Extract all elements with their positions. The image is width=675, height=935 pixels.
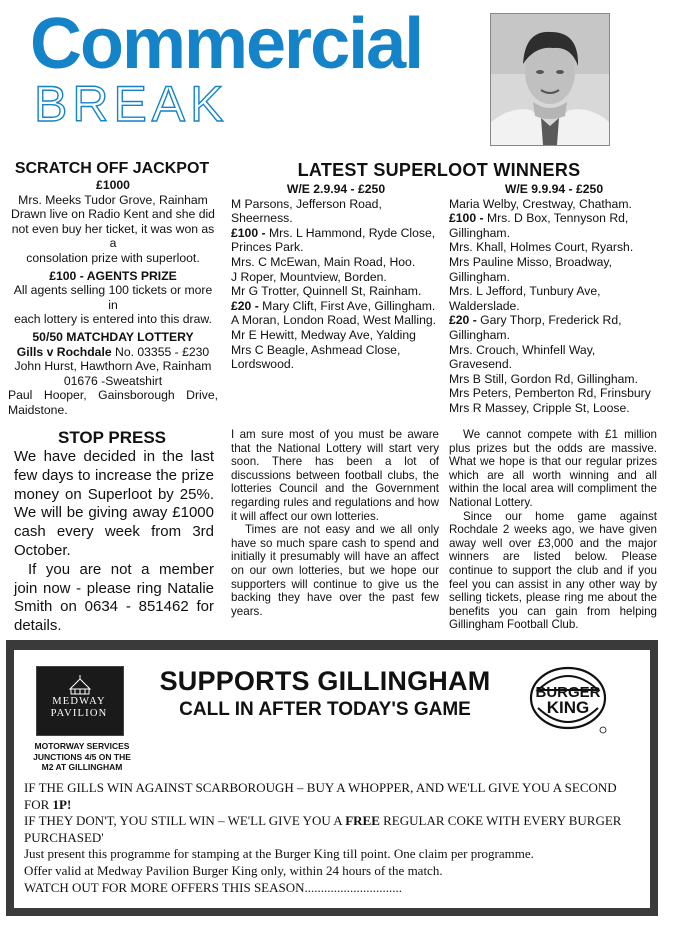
offer-win (24, 780, 644, 813)
winner-text: Mrs. L Hammond, Ryde Close, Princes Park. (231, 225, 436, 255)
scratch-line: not even buy her ticket, it was won as a (11, 221, 215, 251)
winner-entry (449, 401, 659, 416)
winner-entry (449, 284, 659, 313)
offer-free: FREE (345, 813, 380, 829)
article-paragraph: I am sure most of you must be aware that the National Lottery will start very soon. There has been a lot of discussions between football clubs, the lotteries Council and the Government regarding rules and regulations and how it will affect our own lotteries. (231, 428, 439, 523)
winner-entry (449, 255, 659, 284)
offer-price: 1P! (52, 796, 72, 812)
stop-press-paragraph: If you are not a member join now - please ring Natalie Smith on 0634 - 851462 for details. (14, 560, 214, 635)
winner-text: Mrs. C McEwan, Main Road, Hoo. (231, 254, 416, 269)
week2-winners-list (449, 197, 659, 416)
winner-entry (449, 240, 659, 255)
winner-text: Mrs. L Jefford, Tunbury Ave, Walderslade. (449, 284, 601, 313)
offer-lose (24, 813, 644, 846)
superloot-week2 (449, 182, 659, 416)
matchday-heading: 50/50 MATCHDAY LOTTERY (32, 329, 194, 344)
portrait-photo (490, 13, 610, 146)
week1-heading: W/E 2.9.94 - £250 (286, 182, 386, 196)
prize-amount: £100 - (449, 211, 487, 226)
matchday-line: John Hurst, Hawthorn Ave, Rainham (14, 359, 212, 374)
winner-entry (449, 313, 659, 342)
winner-entry (231, 343, 441, 372)
prize-amount: £100 - (231, 225, 269, 240)
winner-entry (231, 313, 441, 328)
superloot-week1 (231, 182, 441, 372)
stop-press-text (14, 448, 214, 636)
winner-entry (231, 197, 441, 226)
matchday-prize: No. 03355 - £230 (111, 344, 210, 359)
offer-instructions: Just present this programme for stamping at the Burger King till point. One claim per programme. (24, 846, 534, 862)
winner-text: J Roper, Mountview, Borden. (231, 269, 387, 284)
week1-winners-list (231, 197, 441, 372)
winner-entry (231, 226, 441, 255)
winner-entry (449, 343, 659, 372)
prize-amount: £20 - (449, 313, 481, 328)
lottery-article-col3 (449, 428, 657, 632)
winner-text: Mrs. Crouch, Whinfell Way, Gravesend. (449, 342, 596, 372)
medway-info-line: MOTORWAY SERVICES (34, 741, 130, 751)
superloot-heading: LATEST SUPERLOOT WINNERS (297, 160, 581, 180)
paul-line: Paul Hooper, Gainsborough Drive, (8, 388, 218, 403)
page-title: Commercial (30, 4, 423, 84)
bk-logo-text: BURGER (535, 684, 601, 701)
pavilion-icon (37, 667, 123, 697)
article-paragraph: Times are not easy and we all only have so much spare cash to spend and initially it presumably will have an affect on our own lotteries, but we hope our supporters will continue to give us the backing they have over the past few years. (231, 523, 439, 618)
winner-entry (449, 211, 659, 240)
paul-line: Maidstone. (8, 402, 68, 417)
stop-press-paragraph: We have decided in the last few days to increase the prize money on Superloot by 25%. We will be giving away £1000 cash every week from 3rd October. (14, 448, 214, 559)
bk-logo-text: KING (546, 698, 590, 717)
medway-info (26, 741, 138, 773)
agents-line: each lottery is entered into this draw. (14, 312, 212, 327)
winner-entry (231, 284, 441, 299)
agents-line: All agents selling 100 tickets or more in (13, 283, 213, 312)
winner-text: Mrs Peters, Pemberton Rd, Frinsbury (449, 386, 651, 401)
logo-text: MEDWAY (52, 696, 106, 707)
prize-amount: £20 - (231, 298, 263, 313)
winner-text: A Moran, London Road, West Malling. (231, 313, 437, 328)
article-paragraph: We cannot compete with £1 million plus prizes but the odds are massive. What we hope is that our regular prizes which are all worth winning and all within the local area will compliment the National Lottery. (449, 428, 657, 509)
winner-entry (231, 328, 441, 343)
winner-text: M Parsons, Jefferson Road, Sheerness. (231, 196, 382, 226)
offer-validity: Offer valid at Medway Pavilion Burger King only, within 24 hours of the match. (24, 862, 443, 878)
winner-entry (231, 255, 441, 270)
winner-text: Mrs. D Box, Tennyson Rd, Gillingham. (449, 211, 629, 240)
advert-headline: SUPPORTS GILLINGHAM (159, 666, 491, 696)
jackpot-amount: £1000 (96, 178, 130, 192)
offer-text: IF THEY DON'T, YOU STILL WIN – WE'LL GIVE YOU A (24, 813, 346, 829)
offer-text: REGULAR COKE WITH EVERY BURGER PURCHASED' (24, 813, 622, 845)
medway-info-line: M2 AT GILLINGHAM (41, 762, 123, 772)
winner-entry (449, 386, 659, 401)
medway-info-line: JUNCTIONS 4/5 ON THE (33, 751, 131, 762)
winner-text: Gary Thorp, Frederick Rd, Gillingham. (449, 313, 622, 342)
advert-offer-text (24, 780, 644, 896)
matchday-line: 01676 -Sweatshirt (63, 373, 163, 388)
matchday-result (8, 345, 218, 360)
agents-prize-heading: £100 - AGENTS PRIZE (49, 268, 177, 283)
burger-king-logo (528, 666, 608, 734)
scratch-line: Mrs. Meeks Tudor Grove, Rainham (18, 192, 208, 207)
scratch-line: Drawn live on Radio Kent and she did (11, 207, 215, 222)
winner-text: Maria Welby, Crestway, Chatham. (449, 196, 632, 211)
winner-entry (231, 270, 441, 285)
winner-entry (231, 299, 441, 314)
winner-entry (449, 372, 659, 387)
scratch-line: consolation prize with superloot. (26, 250, 200, 265)
article-paragraph: Since our home game against Rochdale 2 weeks ago, we have given away well over £3,000 and the major winners are listed below. Please continue to support the club and if you feel you can assist in any other way by selling tickets, please ring me about the benefits you can gain from helping Gillingham Football Club. (449, 509, 657, 632)
page-subtitle: BREAK (34, 76, 229, 132)
scratch-column (8, 178, 218, 418)
winner-text: Mrs R Massey, Cripple St, Loose. (449, 400, 630, 415)
matchday-fixture: Gills v Rochdale (16, 344, 112, 359)
winner-text: Mrs Pauline Misso, Broadway, Gillingham. (449, 254, 613, 284)
winner-text: Mary Clift, First Ave, Gillingham. (262, 298, 436, 313)
stop-press-heading: STOP PRESS (57, 428, 167, 447)
winner-text: Mrs B Still, Gordon Rd, Gillingham. (449, 371, 638, 386)
winner-text: Mrs C Beagle, Ashmead Close, Lordswood. (231, 342, 401, 372)
lottery-article-col2 (231, 428, 439, 618)
winner-text: Mr E Hewitt, Medway Ave, Yalding (231, 327, 416, 342)
medway-pavilion-name (36, 696, 122, 719)
winner-entry (449, 197, 659, 212)
week2-heading: W/E 9.9.94 - £250 (504, 182, 604, 196)
winner-text: Mrs. Khall, Holmes Court, Ryarsh. (449, 240, 634, 255)
offer-watch: WATCH OUT FOR MORE OFFERS THIS SEASON.............................. (24, 879, 403, 895)
winner-text: Mr G Trotter, Quinnell St, Rainham. (231, 284, 422, 299)
offer-text: IF THE GILLS WIN AGAINST SCARBOROUGH – BUY A WHOPPER, AND WE'LL GIVE YOU A SECOND FOR (24, 780, 617, 812)
advert-subheadline: CALL IN AFTER TODAY'S GAME (179, 699, 471, 720)
scratch-heading: SCRATCH OFF JACKPOT (14, 160, 210, 177)
logo-text: PAVILION (50, 707, 108, 719)
